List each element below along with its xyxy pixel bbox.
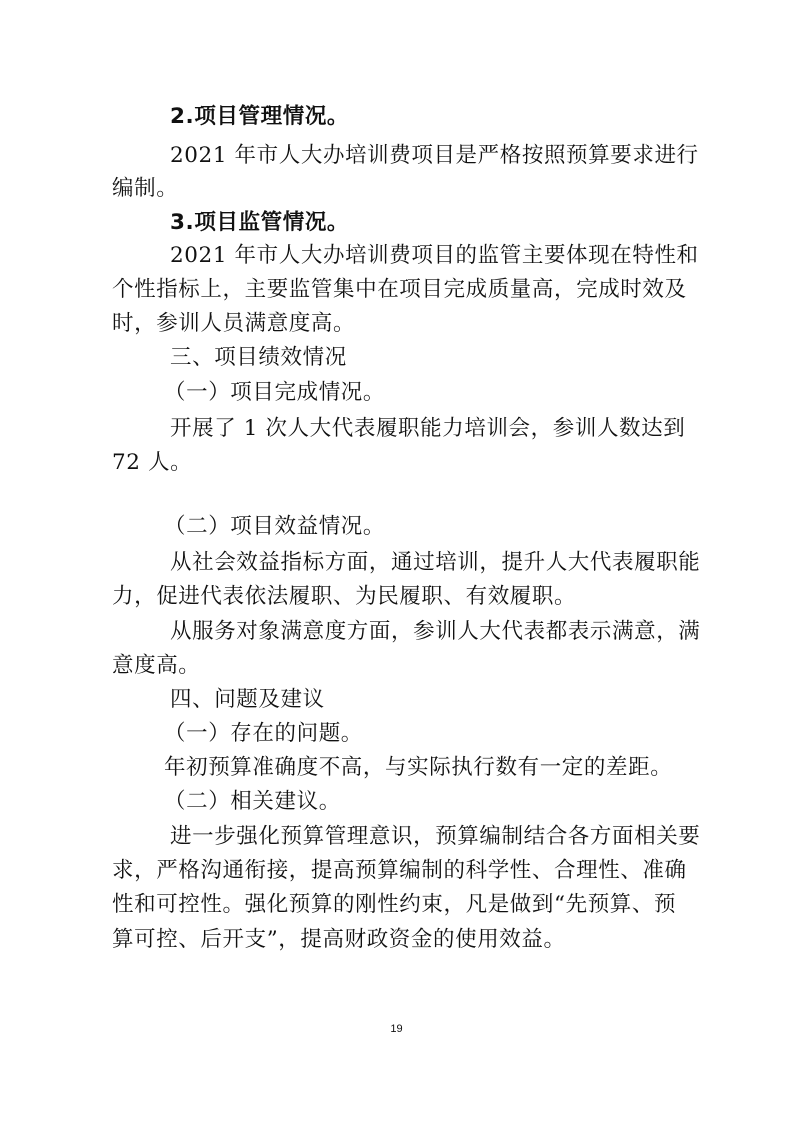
paragraph-line: 从服务对象满意度方面，参训人大代表都表示满意，满 [170,619,701,644]
paragraph-line: 2021 年市人大办培训费项目的监管主要体现在特性和 [170,243,699,268]
paragraph-line: 力，促进代表依法履职、为民履职、有效履职。 [112,584,577,609]
paragraph-line: 意度高。 [112,653,201,678]
paragraph-line: 进一步强化预算管理意识，预算编制结合各方面相关要 [170,824,701,849]
paragraph-line: 从社会效益指标方面，通过培训，提升人大代表履职能 [170,550,701,575]
paragraph-line: 72 人。 [112,450,193,475]
page-number: 19 [390,1023,403,1035]
paragraph-line: 求，严格沟通衔接，提高预算编制的科学性、合理性、准确 [112,858,687,883]
paragraph-line: 2021 年市人大办培训费项目是严格按照预算要求进行 [170,143,699,168]
subheading-project-management: 2.项目管理情况。 [170,104,350,129]
section-heading-issues: 四、问题及建议 [170,687,325,712]
section-heading-performance: 三、项目绩效情况 [170,345,347,370]
paragraph-line: 个性指标上，主要监管集中在项目完成质量高，完成时效及 [112,277,687,302]
subsection-suggestions: （二）相关建议。 [164,789,341,814]
paragraph-line: 时，参训人员满意度高。 [112,311,356,336]
paragraph-line: 编制。 [112,176,179,201]
subsection-problems: （一）存在的问题。 [164,721,363,746]
paragraph-line: 性和可控性。强化预算的刚性约束，凡是做到“先预算、预 [112,892,677,917]
subheading-project-supervision: 3.项目监管情况。 [170,210,350,235]
paragraph-line: 算可控、后开支”，提高财政资金的使用效益。 [112,927,566,952]
subsection-completion: （一）项目完成情况。 [164,380,386,405]
paragraph-line: 开展了 1 次人大代表履职能力培训会，参训人数达到 [170,416,686,441]
paragraph-line: 年初预算准确度不高，与实际执行数有一定的差距。 [164,755,673,780]
subsection-benefit: （二）项目效益情况。 [164,514,386,539]
